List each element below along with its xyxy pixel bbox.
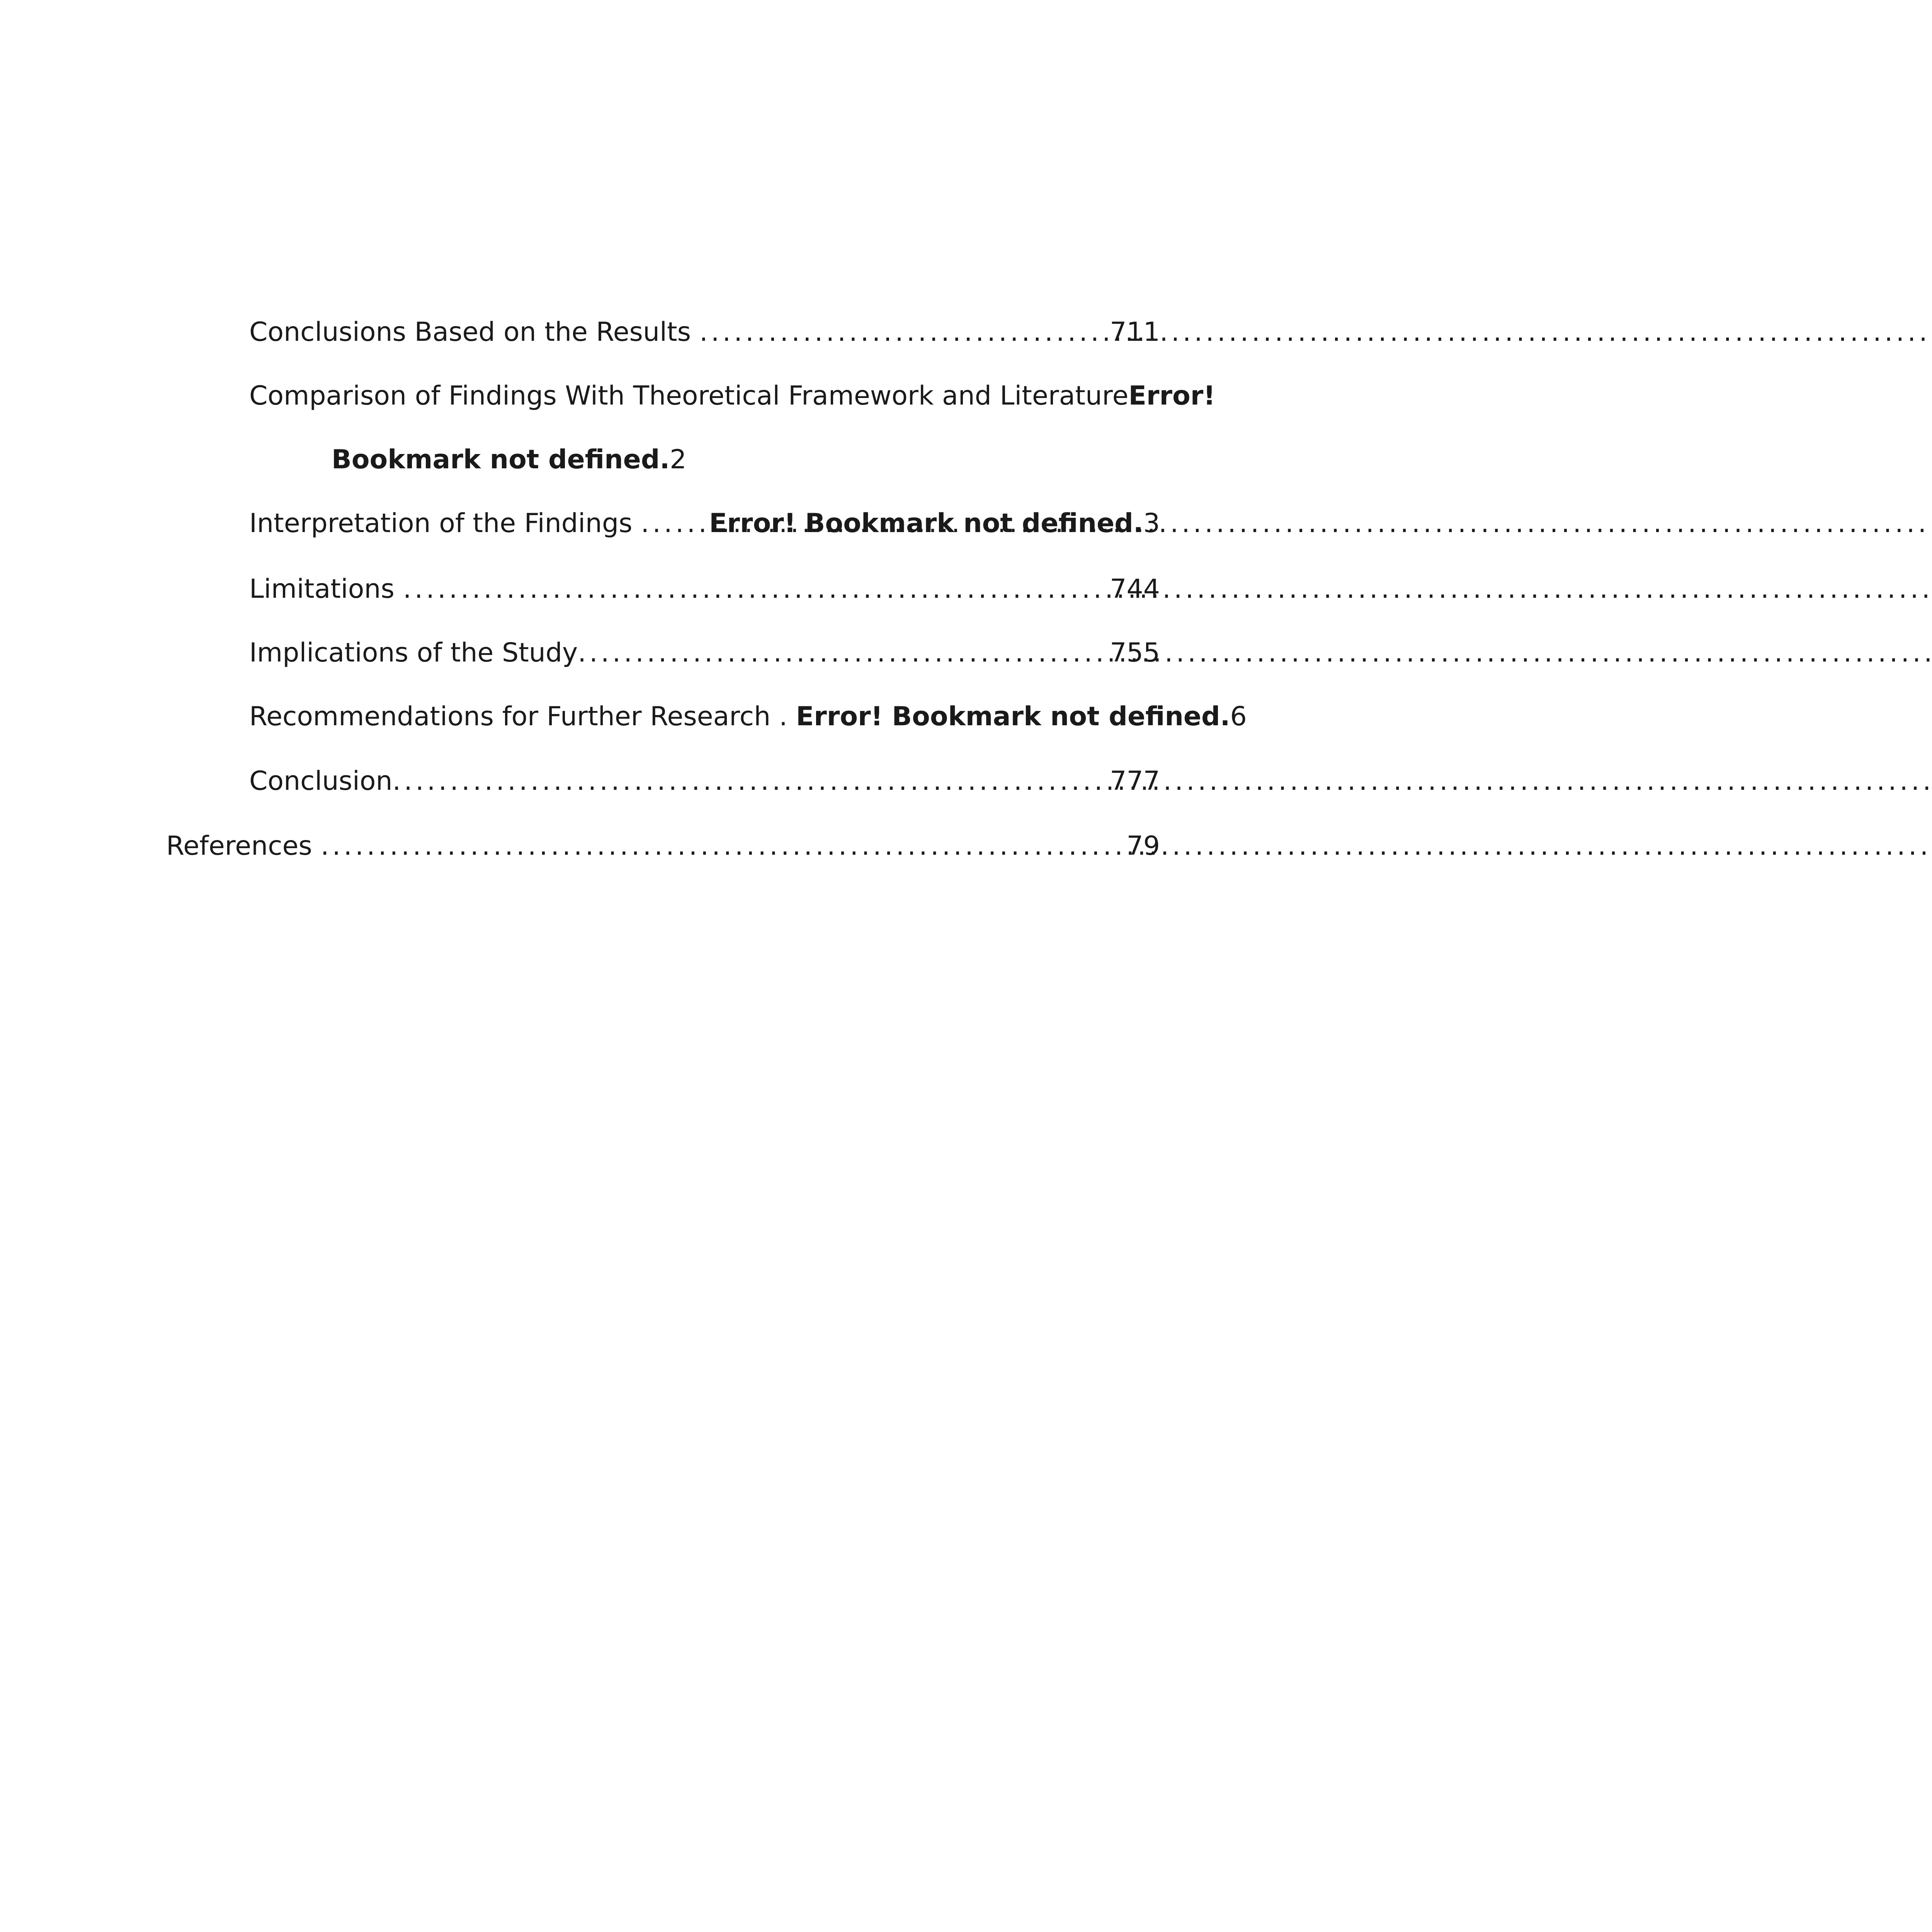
toc-error-text: Error! (1128, 381, 1216, 411)
dot-leader (393, 758, 1109, 804)
toc-entry-page-number: 711 (1110, 317, 1160, 347)
toc-entry-title: Limitations (249, 574, 395, 604)
toc-entry-page-number: 3 (1143, 508, 1160, 539)
toc-error-text: Error! Bookmark not defined. (709, 508, 1143, 539)
toc-entry-title: References (166, 831, 312, 861)
dot-leader (578, 630, 1108, 676)
toc-entry-page-number: 2 (670, 444, 687, 475)
toc-entry-page-number: 777 (1110, 766, 1160, 796)
toc-entry-page-number: 755 (1110, 638, 1160, 668)
toc-entry-implications-of-study[interactable] (0, 630, 1420, 676)
dot-leader (321, 823, 1118, 869)
dot-leader (641, 500, 701, 547)
toc-entry-limitations[interactable] (0, 566, 1420, 612)
toc-entry-comparison-of-findings[interactable] (0, 373, 1420, 419)
toc-line-body (249, 630, 1160, 676)
toc-entry-title: Interpretation of the Findings (249, 508, 633, 539)
dot-leader (699, 309, 1101, 355)
dot-leader (403, 566, 1101, 612)
toc-entry-page-number: 744 (1110, 574, 1160, 604)
toc-entry-conclusion[interactable] (0, 758, 1420, 804)
toc-error-text: Error! Bookmark not defined. (796, 701, 1230, 732)
toc-entry-title: Conclusions Based on the Results (249, 317, 691, 347)
toc-line-body (249, 758, 1160, 804)
toc-line-body (249, 309, 1160, 355)
toc-line-body (249, 566, 1160, 612)
toc-entry-conclusions-based-on-results[interactable] (0, 309, 1420, 355)
toc-entry-page-number: 6 (1230, 701, 1247, 732)
toc-entry-page-number: 79 (1126, 831, 1160, 861)
toc-entry-references[interactable] (0, 823, 1420, 869)
toc-line-body (249, 373, 1216, 419)
toc-entry-title: Recommendations for Further Research (249, 701, 771, 732)
toc-entry-title: Comparison of Findings With Theoretical Framework and Literature (249, 381, 1129, 411)
toc-line-body (249, 694, 1247, 740)
toc-line-body (332, 437, 718, 483)
toc-entry-title: Implications of the Study (249, 638, 578, 668)
toc-entry-recommendations-further-research[interactable] (0, 694, 1420, 740)
toc-entry-interpretation-of-findings[interactable] (0, 500, 1420, 547)
toc-line-body (249, 500, 1160, 547)
toc-entry-comparison-continuation (0, 437, 1420, 483)
toc-entry-title: Conclusion (249, 766, 393, 796)
toc-leader-separator: . (779, 701, 787, 732)
toc-line-body (166, 823, 1160, 869)
toc-error-text: Bookmark not defined. (332, 444, 670, 475)
